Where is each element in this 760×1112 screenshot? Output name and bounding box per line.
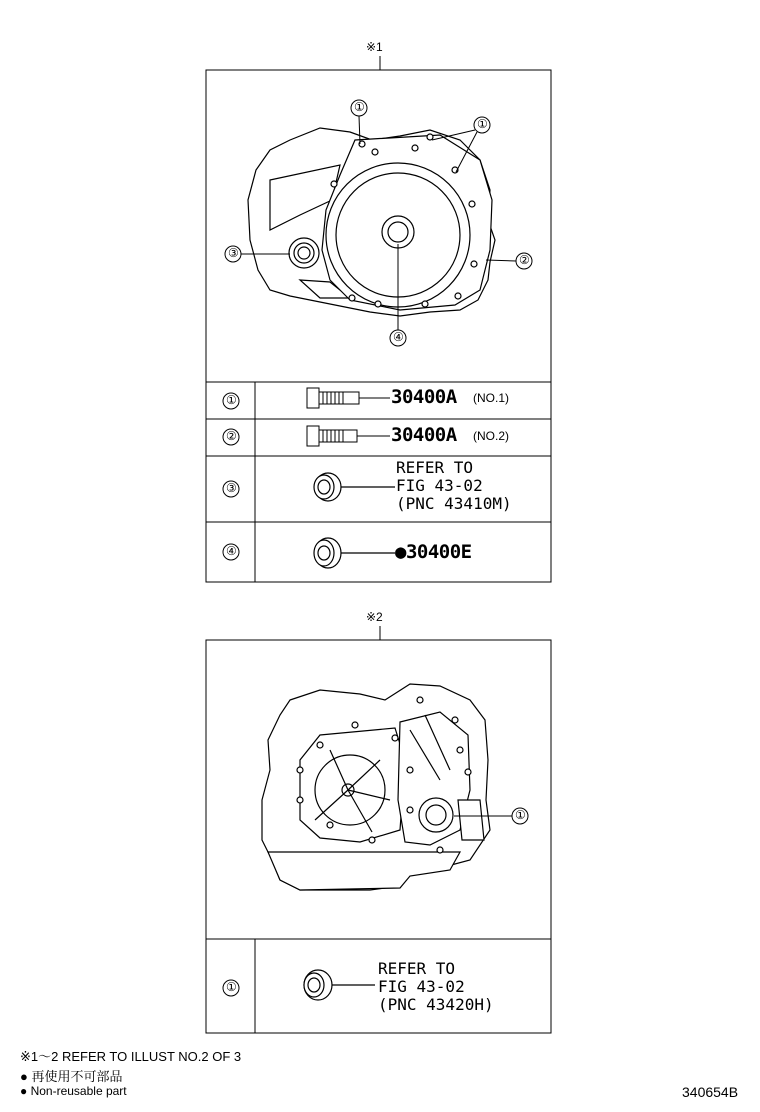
part-code-30400a-no1[interactable]: 30400A [391, 386, 457, 408]
bolt-no2-icon [307, 426, 390, 446]
transaxle-housing-rear [262, 684, 490, 890]
part-code-30400e[interactable]: ●30400E [395, 541, 472, 563]
callout-1-rear: ① [515, 808, 526, 822]
bolt-no1-icon [307, 388, 390, 408]
row-number: ③ [226, 481, 237, 495]
refer-text-line2[interactable]: FIG 43-02 [396, 476, 483, 495]
figure-code: 340654B [682, 1084, 739, 1100]
callout-3: ③ [228, 246, 239, 260]
transaxle-housing-front [248, 128, 495, 316]
refer-text-line3: (PNC 43420H) [378, 995, 494, 1014]
callout-4: ④ [393, 330, 404, 344]
callout-1a: ① [354, 100, 365, 114]
row-number: ① [226, 393, 237, 407]
row-number: ① [226, 980, 237, 994]
footer-note-nonreusable-jp: ● 再使用不可部品 [20, 1069, 123, 1084]
row-number: ④ [226, 544, 237, 558]
oil-seal-icon [304, 970, 375, 1000]
callout-2: ② [519, 253, 530, 267]
refer-text-line2[interactable]: FIG 43-02 [378, 977, 465, 996]
panel1-marker: ※1 [366, 40, 383, 54]
part-code-30400a-no2[interactable]: 30400A [391, 424, 457, 446]
footer-note-refer: ※1～2 REFER TO ILLUST NO.2 OF 3 [20, 1049, 242, 1064]
oil-seal-icon [314, 538, 395, 568]
refer-text-line3: (PNC 43410M) [396, 494, 512, 513]
row-number: ② [226, 429, 237, 443]
refer-text-line1: REFER TO [396, 458, 474, 477]
callout-1b: ① [477, 117, 488, 131]
footer-note-nonreusable-en: ● Non-reusable part [20, 1084, 127, 1098]
oil-seal-icon [314, 473, 395, 501]
part-note-no1: (NO.1) [473, 391, 509, 405]
part-note-no2: (NO.2) [473, 429, 509, 443]
refer-text-line1: REFER TO [378, 959, 456, 978]
panel2-marker: ※2 [366, 610, 383, 624]
